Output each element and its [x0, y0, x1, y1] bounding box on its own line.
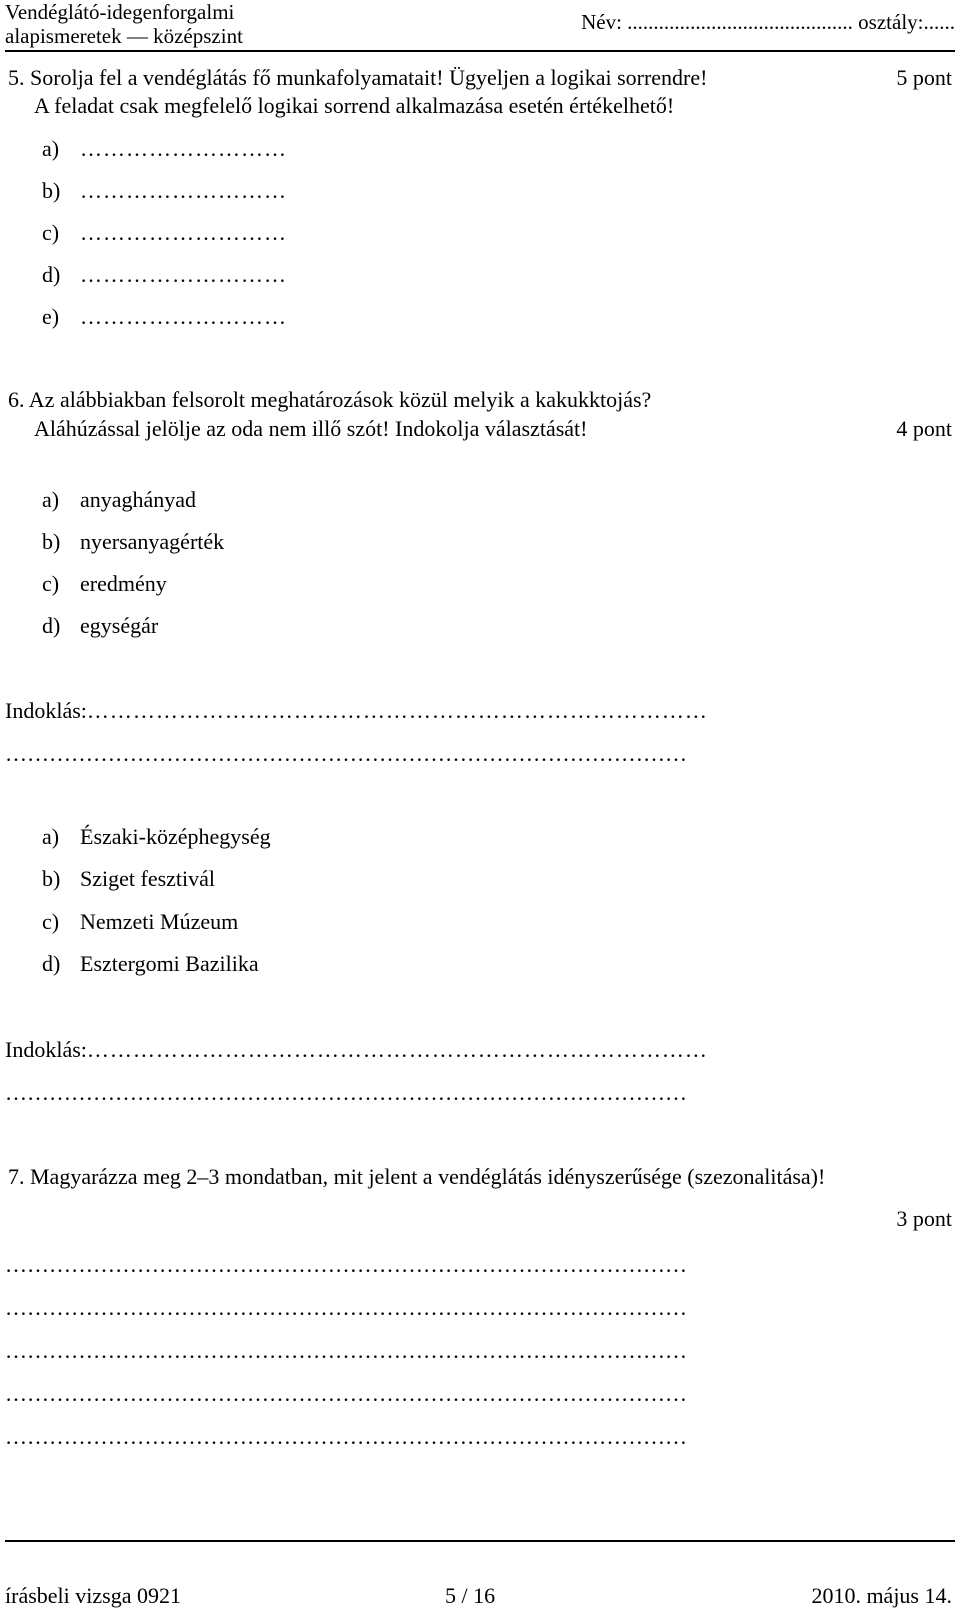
- task6-reason-2: [5, 1037, 708, 1063]
- task5-item-d: [42, 262, 287, 288]
- task6-reason-1-line2: …………………………………………………………………………………: [5, 741, 687, 766]
- item-label: c): [42, 220, 60, 245]
- task6-g2-item-c[interactable]: [42, 909, 238, 935]
- option-text[interactable]: nyersanyagérték: [80, 529, 225, 554]
- reason-label: Indoklás:: [5, 1037, 87, 1062]
- answer-line: ………………………: [80, 136, 287, 161]
- task6-g1-item-d[interactable]: [42, 613, 158, 639]
- item-label: b): [42, 529, 61, 554]
- footer-divider: [5, 1540, 955, 1542]
- task5-note: A feladat csak megfelelő logikai sorrend alkalmazása esetén értékelhető!: [34, 93, 675, 118]
- task6-g2-item-b[interactable]: [42, 866, 215, 892]
- option-text[interactable]: egységár: [80, 613, 159, 638]
- name-class-field: Név: ........................................... osztály:......: [581, 10, 955, 34]
- task5-item-a: [42, 136, 287, 162]
- task6-g1-item-a[interactable]: [42, 487, 196, 513]
- subject-title: [5, 0, 243, 48]
- item-label: a): [42, 824, 60, 849]
- task6-g1-item-b[interactable]: [42, 529, 224, 555]
- option-text[interactable]: eredmény: [80, 571, 167, 596]
- page-header: [5, 0, 955, 52]
- answer-line: ………………………: [80, 304, 287, 329]
- task6-reason-1: [5, 698, 708, 724]
- option-text[interactable]: Esztergomi Bazilika: [80, 951, 259, 976]
- task6-g2-item-a[interactable]: [42, 824, 271, 850]
- item-label: d): [42, 262, 61, 287]
- task6-reason-2-line2: …………………………………………………………………………………: [5, 1080, 687, 1105]
- item-label: a): [42, 136, 60, 161]
- task6-title: 6. Az alábbiakban felsorolt meghatározások közül melyik a kakukktojás?: [8, 387, 652, 412]
- task5-item-c: [42, 220, 287, 246]
- task6-g2-item-d[interactable]: [42, 951, 259, 977]
- footer-page-number: 5 / 16: [445, 1583, 496, 1608]
- item-label: a): [42, 487, 60, 512]
- item-label: b): [42, 178, 61, 203]
- option-text[interactable]: anyaghányad: [80, 487, 197, 512]
- task7-line-1: …………………………………………………………………………………: [5, 1252, 687, 1277]
- option-text[interactable]: Nemzeti Múzeum: [80, 909, 239, 934]
- task7-points: 3 pont: [896, 1206, 952, 1231]
- option-text[interactable]: Sziget fesztivál: [80, 866, 216, 891]
- task7-line-5: …………………………………………………………………………………: [5, 1424, 687, 1449]
- item-label: c): [42, 571, 60, 596]
- answer-line: ………………………: [80, 262, 287, 287]
- item-label: e): [42, 304, 60, 329]
- task5-item-e: [42, 304, 287, 330]
- task5-points: 5 pont: [896, 65, 952, 90]
- task7-line-3: …………………………………………………………………………………: [5, 1338, 687, 1363]
- option-text[interactable]: Északi-középhegység: [80, 824, 271, 849]
- item-label: b): [42, 866, 61, 891]
- reason-line: ………………………………………………………………………: [86, 1037, 708, 1062]
- reason-label: Indoklás:: [5, 698, 87, 723]
- task6-g1-item-c[interactable]: [42, 571, 167, 597]
- task7-line-4: …………………………………………………………………………………: [5, 1381, 687, 1406]
- task6-instruction: Aláhúzással jelölje az oda nem illő szót! Indokolja választását!: [34, 416, 588, 441]
- task5-title: 5. Sorolja fel a vendéglátás fő munkafolyamatait! Ügyeljen a logikai sorrendre!: [8, 65, 708, 90]
- footer-date: 2010. május 14.: [811, 1583, 952, 1608]
- answer-line: ………………………: [80, 178, 287, 203]
- task5-item-b: [42, 178, 287, 204]
- task7-title: 7. Magyarázza meg 2–3 mondatban, mit jelent a vendéglátás idényszerűsége (szezonalitása)!: [8, 1164, 826, 1189]
- item-label: c): [42, 909, 60, 934]
- subject-line-1: Vendéglátó-idegenforgalmi: [5, 0, 235, 24]
- subject-line-2: alapismeretek — középszint: [5, 24, 243, 48]
- item-label: d): [42, 951, 61, 976]
- item-label: d): [42, 613, 61, 638]
- answer-line: ………………………: [80, 220, 287, 245]
- reason-line: ………………………………………………………………………: [86, 698, 708, 723]
- task7-line-2: …………………………………………………………………………………: [5, 1295, 687, 1320]
- task6-points: 4 pont: [896, 416, 952, 441]
- footer-exam-code: írásbeli vizsga 0921: [5, 1583, 181, 1608]
